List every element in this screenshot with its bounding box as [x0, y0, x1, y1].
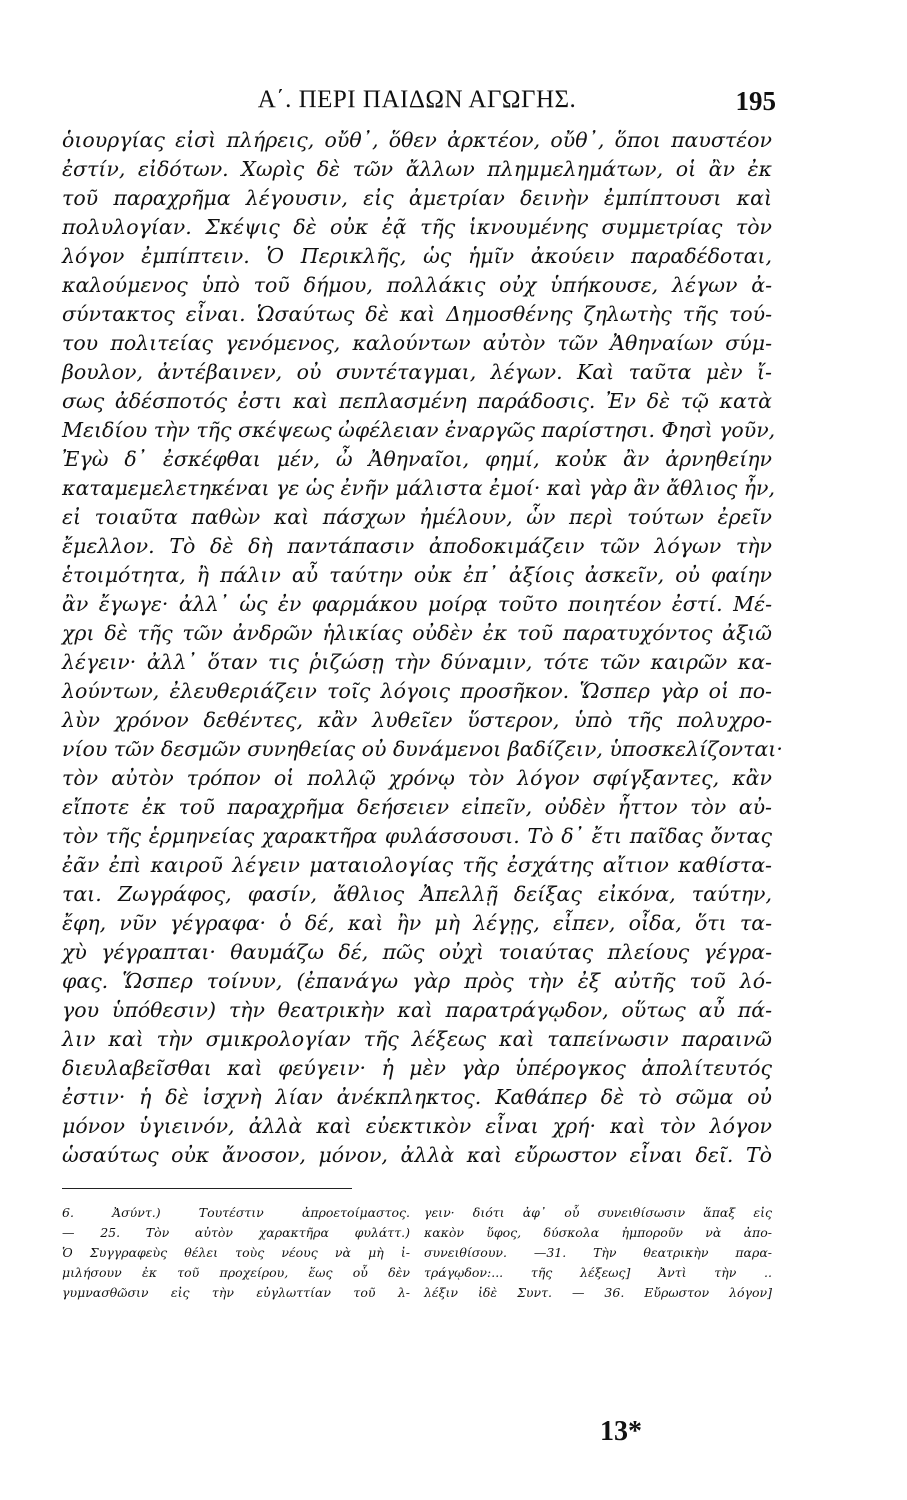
text-line: σύντακτος εἶναι. Ὡσαύτως δὲ καὶ Δημοσθένης ζηλωτὴς τῆς τού-: [62, 302, 772, 326]
text-line: πολυλογίαν. Σκέψις δὲ οὐκ ἐᾷ τῆς ἱκνουμένης συμμετρίας τὸν: [62, 215, 772, 239]
page-header: [62, 78, 776, 124]
footnote-line: τράγῳδον:... τῆς λέξεως] Ἀντὶ τὴν ..: [424, 1265, 772, 1280]
footnote-line: μιλήσουν ἐκ τοῦ προχείρου, ἕως οὗ δὲν: [62, 1265, 410, 1280]
text-line: Ἐγὼ δ᾽ ἐσκέφθαι μέν, ὦ Ἀθηναῖοι, φημί, κοὐκ ἂν ἀρνηθείην: [62, 447, 772, 471]
text-line: εἰ τοιαῦτα παθὼν καὶ πάσχων ἠμέλουν, ὧν περὶ τούτων ἐρεῖν: [62, 505, 772, 529]
text-line: τὸν τῆς ἑρμηνείας χαρακτῆρα φυλάσσουσι. Τὸ δ᾽ ἔτι παῖδας ὄντας: [62, 824, 772, 848]
footnote-line: 6. Ἀσύντ.) Τουτέστιν ἀπροετοίμαστος.: [62, 1205, 410, 1220]
text-line: ὡσαύτως οὐκ ἄνοσον, μόνον, ἀλλὰ καὶ εὔρωστον εἶναι δεῖ. Τὸ: [62, 1143, 772, 1167]
running-title: Α΄. ΠΕΡΙ ΠΑΙΔΩΝ ΑΓΩΓΗΣ.: [257, 86, 577, 113]
text-line: τοῦ παραχρῆμα λέγουσιν, εἰς ἀμετρίαν δεινὴν ἐμπίπτουσι καὶ: [62, 186, 772, 210]
signature-mark: 13*: [600, 1416, 642, 1447]
footnote-line: συνειθίσουν. —31. Τὴν θεατρικὴν παρα-: [424, 1245, 772, 1260]
text-line: λούντων, ἐλευθεριάζειν τοῖς λόγοις προσῆκον. Ὥσπερ γὰρ οἱ πο-: [62, 679, 772, 703]
text-line: λέγειν· ἀλλ᾽ ὅταν τις ῥιζώσῃ τὴν δύναμιν, τότε τῶν καιρῶν κα-: [62, 650, 772, 674]
text-line: ἐστιν· ἡ δὲ ἰσχνὴ λίαν ἀνέκπληκτος. Καθάπερ δὲ τὸ σῶμα οὐ: [62, 1085, 772, 1109]
footnotes: [62, 1203, 772, 1303]
text-line: εἴποτε ἐκ τοῦ παραχρῆμα δεήσειεν εἰπεῖν, οὐδὲν ἧττον τὸν αὐ-: [62, 795, 772, 819]
book-page: [62, 78, 783, 1303]
footnote-line: γυμνασθῶσιν εἰς τὴν εὐγλωττίαν τοῦ λ-: [62, 1285, 410, 1300]
text-line: ὁιουργίας εἰσὶ πλήρεις, οὔθ᾽, ὅθεν ἀρκτέον, οὔθ᾽, ὅποι παυστέον: [62, 128, 772, 152]
text-line: μόνον ὑγιεινόν, ἀλλὰ καὶ εὐεκτικὸν εἶναι χρή· καὶ τὸν λόγον: [62, 1114, 772, 1138]
footnote-line: Ὁ Συγγραφεὺς θέλει τοὺς νέους νὰ μὴ ἰ-: [62, 1245, 410, 1260]
text-line: φας. Ὥσπερ τοίνυν, (ἐπανάγω γὰρ πρὸς τὴν ἐξ αὐτῆς τοῦ λό-: [62, 969, 772, 993]
text-line: ἐᾶν ἐπὶ καιροῦ λέγειν ματαιολογίας τῆς ἐσχάτης αἴτιον καθίστα-: [62, 853, 772, 877]
footnote-line: γειν· διότι ἀφ᾽ οὗ συνειθίσωσιν ἅπαξ εἰς: [424, 1205, 772, 1220]
text-line: βουλον, ἀντέβαινεν, οὐ συντέταγμαι, λέγων. Καὶ ταῦτα μὲν ἴ-: [62, 360, 772, 384]
footnote-line: — 25. Τὸν αὐτὸν χαρακτῆρα φυλάττ.): [62, 1225, 410, 1240]
main-text: [62, 126, 783, 1170]
footnotes-right-column: [424, 1203, 772, 1303]
text-line: ἔφη, νῦν γέγραφα· ὁ δέ, καὶ ἢν μὴ λέγῃς, εἶπεν, οἶδα, ὅτι τα-: [62, 911, 772, 935]
text-line: τὸν αὐτὸν τρόπον οἱ πολλῷ χρόνῳ τὸν λόγον σφίγξαντες, κἂν: [62, 766, 772, 790]
text-line: του πολιτείας γενόμενος, καλούντων αὐτὸν τῶν Ἀθηναίων σύμ-: [62, 331, 772, 355]
text-line: διευλαβεῖσθαι καὶ φεύγειν· ἡ μὲν γὰρ ὑπέρογκος ἀπολίτευτός: [62, 1056, 772, 1080]
text-line: καταμεμελετηκέναι γε ὡς ἐνῆν μάλιστα ἐμοί· καὶ γὰρ ἂν ἄθλιος ἦν,: [62, 476, 776, 500]
footnote-line: κακὸν ὕφος, δύσκολα ἠμποροῦν νὰ ἀπο-: [424, 1225, 772, 1240]
text-line: γου ὑπόθεσιν) τὴν θεατρικὴν καὶ παρατράγῳδον, οὕτως αὖ πά-: [62, 998, 772, 1022]
text-line: χρι δὲ τῆς τῶν ἀνδρῶν ἡλικίας οὐδὲν ἐκ τοῦ παρατυχόντος ἀξιῶ: [62, 621, 772, 645]
text-line: λόγον ἐμπίπτειν. Ὁ Περικλῆς, ὡς ἡμῖν ἀκούειν παραδέδοται,: [62, 244, 772, 268]
text-line: ται. Ζωγράφος, φασίν, ἄθλιος Ἀπελλῇ δείξας εἰκόνα, ταύτην,: [62, 882, 772, 906]
text-line: καλούμενος ὑπὸ τοῦ δήμου, πολλάκις οὐχ ὑπήκουσε, λέγων ἀ-: [62, 273, 772, 297]
text-line: σως ἀδέσποτός ἐστι καὶ πεπλασμένη παράδοσις. Ἐν δὲ τῷ κατὰ: [62, 389, 772, 413]
text-line: ἂν ἔγωγε· ἀλλ᾽ ὡς ἐν φαρμάκου μοίρᾳ τοῦτο ποιητέον ἐστί. Μέ-: [62, 592, 772, 616]
page-number: 195: [735, 86, 776, 116]
footnote-line: λέξιν ἰδὲ Συντ. — 36. Εὔρωστον λόγον]: [424, 1285, 772, 1300]
text-line: λιν καὶ τὴν σμικρολογίαν τῆς λέξεως καὶ ταπείνωσιν παραινῶ: [62, 1027, 772, 1051]
text-line: ἐστίν, εἰδότων. Χωρὶς δὲ τῶν ἄλλων πλημμελημάτων, οἱ ἂν ἐκ: [62, 157, 772, 181]
text-line: ἔμελλον. Τὸ δὲ δὴ παντάπασιν ἀποδοκιμάζειν τῶν λόγων τὴν: [62, 534, 772, 558]
text-line: χὺ γέγραπται· θαυμάζω δέ, πῶς οὐχὶ τοιαύτας πλείους γέγρα-: [62, 940, 772, 964]
text-line: λὺν χρόνον δεθέντες, κἂν λυθεῖεν ὕστερον, ὑπὸ τῆς πολυχρο-: [62, 708, 772, 732]
text-line: Μειδίου τὴν τῆς σκέψεως ὠφέλειαν ἐναργῶς παρίστησι. Φησὶ γοῦν,: [62, 418, 776, 442]
text-line: ἑτοιμότητα, ἢ πάλιν αὖ ταύτην οὐκ ἐπ᾽ ἀξίοις ἀσκεῖν, οὐ φαίην: [62, 563, 772, 587]
footnotes-left-column: [62, 1203, 410, 1303]
text-line: νίου τῶν δεσμῶν συνηθείας οὐ δυνάμενοι βαδίζειν, ὑποσκελίζονται·: [62, 737, 783, 761]
footnote-divider: [62, 1188, 352, 1189]
